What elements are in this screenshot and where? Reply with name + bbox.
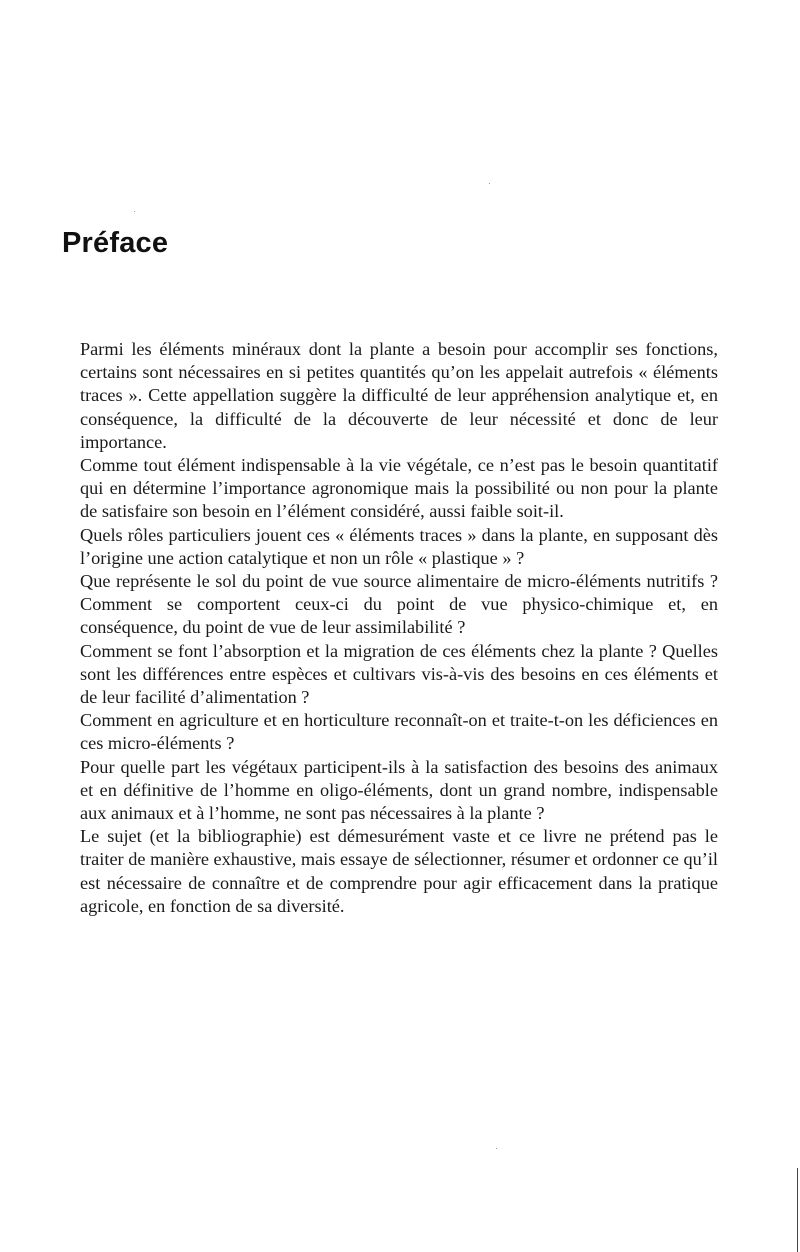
scan-edge-line [797, 1168, 798, 1252]
paragraph: Que représente le sol du point de vue source alimentaire de micro-éléments nutritifs ? Comment se comportent ceux-ci du point de vue physico-chimique et, en conséquence, du point de vue de leur assimilabilité ? [80, 571, 718, 638]
scan-speck [489, 183, 490, 184]
paragraph: Comment en agriculture et en horticulture reconnaît-on et traite-t-on les déficiences en ces micro-éléments ? [80, 710, 718, 754]
paragraph: Pour quelle part les végétaux participent-ils à la satisfaction des besoins des animaux et en définitive de l’homme en oligo-éléments, dont un grand nombre, indispensable aux animaux et à l’homme, ne sont pas nécessaires à la plante ? [80, 756, 718, 824]
paragraph: Comme tout élément indispensable à la vie végétale, ce n’est pas le besoin quantitatif qui en détermine l’importance agronomique mais la possibilité ou non pour la plante de satisfaire son besoin en l’élément considéré, aussi faible soit-il. [80, 455, 718, 522]
paragraph: Le sujet (et la bibliographie) est démesurément vaste et ce livre ne prétend pas le traiter de manière exhaustive, mais essaye de sélectionner, résumer et ordonner ce qu’il est nécessaire de connaître et de comprendre pour agir efficacement dans la pratique agricole, en fonction de sa diversité. [80, 826, 718, 916]
preface-body [80, 338, 718, 918]
scan-speck [496, 1148, 497, 1149]
paragraph: Comment se font l’absorption et la migration de ces éléments chez la plante ? Quelles sont les différences entre espèces et cultivars vis-à-vis des besoins en ces éléments et de leur facilité d’alimentation ? [80, 640, 718, 708]
scan-speck [134, 211, 135, 212]
page-title: Préface [62, 227, 169, 259]
paragraph: Quels rôles particuliers jouent ces « éléments traces » dans la plante, en supposant dès l’origine une action catalytique et non un rôle « plastique » ? [80, 524, 718, 568]
paragraph: Parmi les éléments minéraux dont la plante a besoin pour accomplir ses fonctions, certains sont nécessaires en si petites quantités qu’on les appelait autrefois « éléments traces ». Cette appellation suggère la difficulté de leur appréhension analytique et, en conséquence, la difficulté de la découverte de leur nécessité et donc de leur importance. [80, 339, 718, 452]
